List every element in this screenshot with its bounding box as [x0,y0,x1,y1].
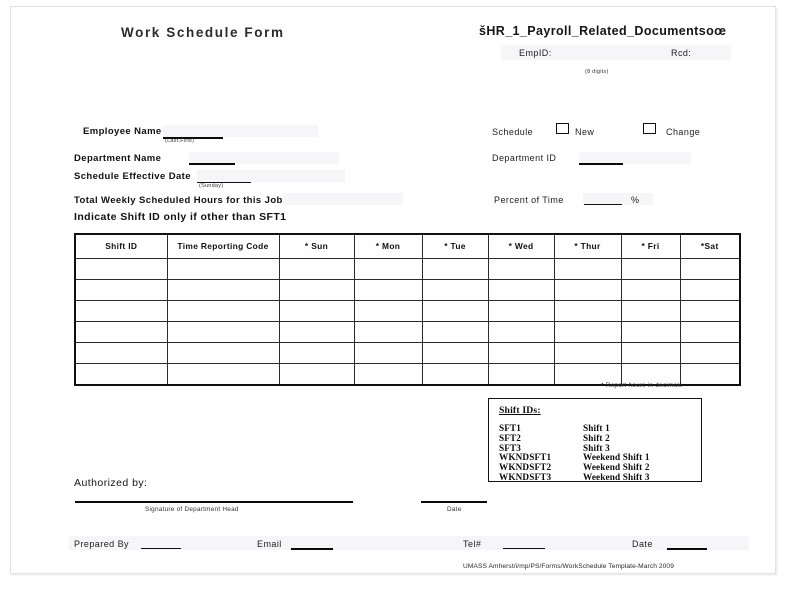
rcd-input[interactable] [699,48,731,59]
table-cell[interactable] [554,280,621,301]
legend-shift-name: Shift 2 [583,432,610,443]
column-header-sun: * Sun [279,234,354,259]
table-cell[interactable] [75,364,167,386]
table-row [75,259,740,280]
table-body [75,259,740,386]
prepared-date-label: Date [632,539,653,549]
table-cell[interactable] [75,322,167,343]
table-cell[interactable] [422,343,488,364]
table-cell[interactable] [279,301,354,322]
tel-rule [503,548,545,549]
legend-row [499,473,695,483]
percent-symbol: % [631,195,640,205]
table-row [75,322,740,343]
page-title: Work Schedule Form [121,25,285,40]
tel-label: Tel# [463,539,482,549]
table-cell[interactable] [422,322,488,343]
table-cell[interactable] [488,280,554,301]
table-cell[interactable] [680,259,740,280]
empid-hint: (8 digits) [585,69,609,75]
legend-shift-name: Weekend Shift 3 [583,471,650,482]
schedule-change-checkbox[interactable] [643,123,656,134]
table-header-row [75,234,740,259]
prepared-by-label: Prepared By [74,539,129,549]
column-header-thur: * Thur [554,234,621,259]
table-cell[interactable] [279,364,354,386]
table-cell[interactable] [621,322,680,343]
column-header-shift-id: Shift ID [75,234,167,259]
department-id-rule [579,163,623,165]
table-cell[interactable] [680,343,740,364]
table-cell[interactable] [167,259,279,280]
table-cell[interactable] [554,259,621,280]
table-cell[interactable] [279,259,354,280]
table-cell[interactable] [167,322,279,343]
legend-rows [499,424,695,483]
table-cell[interactable] [354,259,422,280]
rcd-label: Rcd: [671,48,692,58]
table-cell[interactable] [422,364,488,386]
table-cell[interactable] [167,364,279,386]
table-row [75,301,740,322]
table-row [75,343,740,364]
document-code-header: šHR_1_Payroll_Related_Documentsoœ [479,24,727,38]
table-cell[interactable] [422,280,488,301]
table-cell[interactable] [621,343,680,364]
table-cell[interactable] [554,301,621,322]
effective-date-input[interactable] [199,171,251,181]
table-cell[interactable] [279,343,354,364]
table-cell[interactable] [167,343,279,364]
column-header-wed: * Wed [488,234,554,259]
table-cell[interactable] [621,259,680,280]
table-cell[interactable] [680,364,740,386]
authorization-date-caption: Date [447,506,462,513]
table-cell[interactable] [354,301,422,322]
legend-title: Shift IDs: [499,405,541,416]
table-footnote: * Report hours in decimals [601,382,683,389]
prepared-by-rule [141,548,181,549]
signature-rule [75,501,353,503]
table-cell[interactable] [488,259,554,280]
empid-input[interactable] [573,48,663,59]
table-cell[interactable] [167,280,279,301]
legend-shift-name: Weekend Shift 1 [583,452,650,463]
department-name-input[interactable] [191,153,235,163]
table-cell[interactable] [621,301,680,322]
employee-name-label: Employee Name [83,126,162,137]
legend-shift-name: Shift 1 [583,423,610,433]
department-name-label: Department Name [74,153,162,164]
total-hours-label: Total Weekly Scheduled Hours for this Job [74,195,283,206]
table-cell[interactable] [279,322,354,343]
shift-ids-legend [488,398,702,482]
signature-caption: Signature of Department Head [145,506,239,513]
percent-of-time-label: Percent of Time [494,195,564,205]
legend-shift-code: SFT1 [499,423,522,433]
table-cell[interactable] [422,301,488,322]
table-cell[interactable] [75,343,167,364]
schedule-new-checkbox[interactable] [556,123,569,134]
table-cell[interactable] [354,322,422,343]
table-cell[interactable] [75,301,167,322]
percent-of-time-rule [584,204,622,205]
column-header-sat: *Sat [680,234,740,259]
table-cell[interactable] [75,259,167,280]
schedule-change-label: Change [666,127,701,137]
table-cell[interactable] [279,280,354,301]
legend-shift-code: WKNDSFT3 [499,471,552,482]
legend-shift-code: SFT3 [499,442,522,453]
table-cell[interactable] [488,301,554,322]
table-row [75,280,740,301]
table-cell[interactable] [621,280,680,301]
email-label: Email [257,539,282,549]
column-header-time-reporting-code: Time Reporting Code [167,234,279,259]
department-id-input[interactable] [581,153,621,163]
table-cell[interactable] [167,301,279,322]
authorization-date-input[interactable] [423,491,485,501]
legend-shift-name: Shift 3 [583,442,610,453]
department-id-label: Department ID [492,153,557,163]
legend-shift-code: SFT2 [499,432,522,443]
empid-label: EmpID: [519,48,552,58]
employee-name-input[interactable] [165,126,223,136]
total-hours-input[interactable] [287,195,357,205]
page-footer: UMASS Amherst/i/mp/PS/Forms/WorkSchedule Template-March 2009 [463,563,674,570]
table-cell[interactable] [554,343,621,364]
table-cell[interactable] [354,364,422,386]
table-cell[interactable] [680,280,740,301]
schedule-label: Schedule [492,127,534,137]
signature-input[interactable] [77,491,347,501]
effective-date-label: Schedule Effective Date [74,171,191,182]
legend-shift-code: WKNDSFT1 [499,452,552,463]
table-cell[interactable] [554,322,621,343]
column-header-mon: * Mon [354,234,422,259]
authorization-date-rule [421,501,487,503]
email-rule [291,548,333,550]
table-cell[interactable] [488,322,554,343]
table-cell[interactable] [488,364,554,386]
form-page [10,6,776,574]
column-header-fri: * Fri [621,234,680,259]
table-cell[interactable] [680,301,740,322]
legend-shift-code: WKNDSFT2 [499,462,552,473]
schedule-new-label: New [575,127,595,137]
table-cell[interactable] [488,343,554,364]
column-header-tue: * Tue [422,234,488,259]
authorized-by-heading: Authorized by: [74,477,148,489]
employee-name-hint: (Last,First) [165,138,195,144]
work-schedule-table [74,233,741,386]
shift-table-instruction: Indicate Shift ID only if other than SFT1 [74,211,287,223]
table-cell[interactable] [680,322,740,343]
table-cell[interactable] [422,259,488,280]
prepared-date-rule [667,548,707,550]
effective-date-hint: (Sunday) [199,183,224,189]
table-cell[interactable] [75,280,167,301]
department-name-rule [189,163,235,165]
table-cell[interactable] [354,343,422,364]
table-cell[interactable] [354,280,422,301]
legend-shift-name: Weekend Shift 2 [583,462,650,473]
